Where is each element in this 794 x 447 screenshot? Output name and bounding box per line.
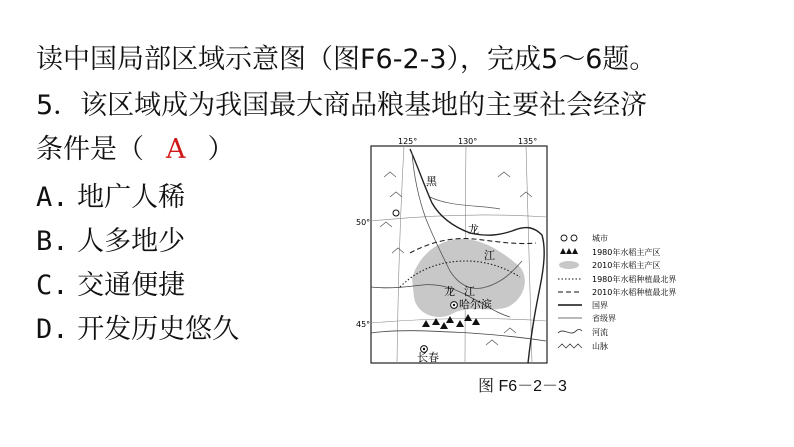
question-stem-line2 [36,132,235,168]
option-a [36,180,185,216]
option-text: 地广人稀 [77,182,186,213]
legend-label: 河流 [592,328,608,337]
label-long: 龙 [468,223,479,236]
legend-label: 1980年水稻种植最北界 [592,275,677,284]
city-symbol [571,235,577,241]
option-c [36,268,185,304]
lon-label-135: 135° [518,137,538,146]
legend-label: 2010年水稻主产区 [592,261,661,270]
legend-label: 山脉 [592,342,608,351]
option-text: 开发历史悠久 [77,314,240,345]
legend-label: 2010年水稻种植最北界 [592,288,677,297]
mountain-symbol [558,344,582,348]
lon-label-125: 125° [398,137,418,146]
lon-label-130: 130° [458,137,478,146]
lat-label-50: 50° [356,218,371,227]
gray-area-symbol [559,261,579,269]
intro-text: 读中国局部区域示意图（图F6-2-3），完成5～6题。 [36,44,657,75]
stem-suffix: ） [207,134,235,165]
label-harbin: 哈尔滨 [459,298,492,311]
option-letter: B. [36,226,69,257]
river-symbol [558,329,582,333]
city-marker [393,210,399,216]
legend-label: 城市 [592,234,608,243]
option-text: 交通便捷 [77,270,186,301]
triangle-area-symbol [560,248,578,254]
question-stem-line1: 5．该区域成为我国最大商品粮基地的主要社会经济 [36,90,648,121]
label-changchun: 长春 [417,351,439,364]
city-marker-changchun-dot [423,348,425,350]
label-long2: 龙 [444,285,455,298]
option-letter: C. [36,270,69,301]
lat-label-45: 45° [356,320,371,329]
legend-label: 1980年水稻主产区 [592,248,661,257]
label-hei: 黑 [426,175,437,188]
stem-prefix: 条件是（ [36,134,144,165]
answer-mark: A [166,134,186,165]
option-letter: D. [36,314,69,345]
label-jiang: 江 [484,249,495,262]
city-marker-harbin-dot [453,304,455,306]
option-text: 人多地少 [77,226,186,257]
city-symbol [561,235,567,241]
label-jiang2: 江 [464,285,475,298]
option-d [36,312,239,348]
option-letter: A. [36,182,69,213]
legend-label: 省级界 [592,314,616,323]
figure-caption: 图 F6－2－3 [478,378,567,395]
region-map [356,137,730,365]
option-b [36,224,185,260]
legend-label: 国界 [592,301,608,310]
map-legend [558,233,676,351]
